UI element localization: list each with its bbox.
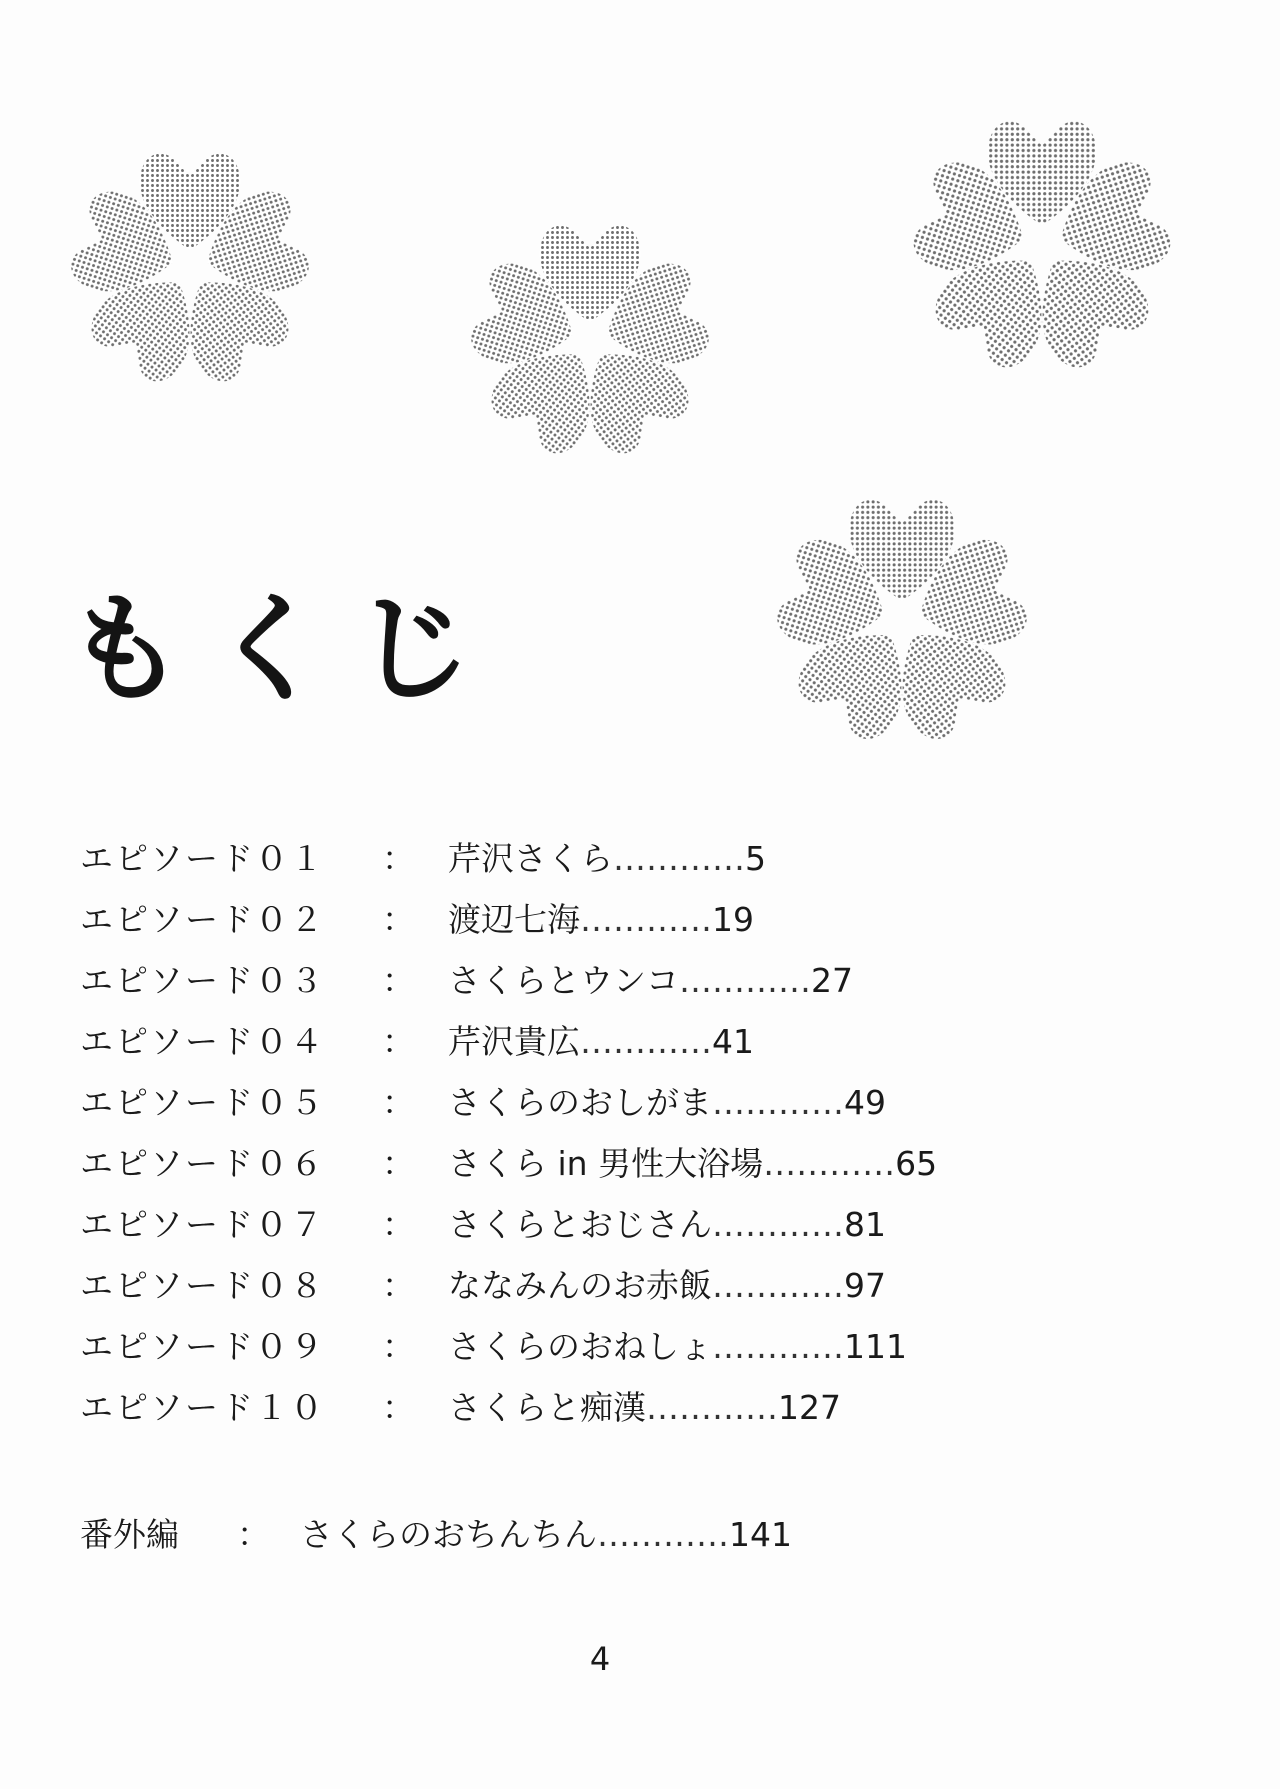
episode-title-group xyxy=(448,889,754,950)
dot-leader: ………… xyxy=(712,1327,844,1366)
dot-leader: ………… xyxy=(646,1388,778,1427)
episode-title-group xyxy=(448,1011,754,1072)
page-ref: 111 xyxy=(844,1327,907,1366)
dot-leader: ………… xyxy=(613,839,745,878)
episode-title: 渡辺七海 xyxy=(448,900,580,939)
episode-label: エピソード０４ xyxy=(80,1022,325,1061)
dot-leader: ………… xyxy=(580,1022,712,1061)
episode-title: ななみんのお赤飯 xyxy=(448,1266,712,1305)
episode-label: エピソード０６ xyxy=(80,1144,325,1183)
episode-label: エピソード０３ xyxy=(80,961,325,1000)
separator: ： xyxy=(382,1144,415,1183)
page-ref: 127 xyxy=(778,1388,841,1427)
separator: ： xyxy=(382,961,415,1000)
toc-entry-08[interactable] xyxy=(80,1255,1230,1316)
episode-title: さくらのおねしょ xyxy=(448,1327,712,1366)
page-ref: 97 xyxy=(844,1266,886,1305)
extra-label: 番外編 xyxy=(80,1515,179,1554)
episode-label: エピソード１０ xyxy=(80,1388,325,1427)
toc-entry-06[interactable] xyxy=(80,1133,1230,1194)
page-ref: 141 xyxy=(729,1515,792,1554)
episode-label: エピソード０２ xyxy=(80,900,325,939)
episode-label: エピソード０７ xyxy=(80,1205,325,1244)
dot-leader: ………… xyxy=(580,900,712,939)
page-ref: 5 xyxy=(745,839,766,878)
episode-title: さくらのおしがま xyxy=(448,1083,712,1122)
page-ref: 65 xyxy=(895,1144,938,1183)
dot-leader: ………… xyxy=(597,1515,729,1554)
episode-label: エピソード０５ xyxy=(80,1083,325,1122)
separator: ： xyxy=(382,839,415,878)
separator: ： xyxy=(382,900,415,939)
page-number: 4 xyxy=(589,1640,611,1678)
dot-leader: ………… xyxy=(763,1144,896,1183)
episode-title: さくら in 男性大浴場 xyxy=(448,1144,764,1183)
page-ref: 27 xyxy=(811,961,853,1000)
separator: ： xyxy=(382,1266,415,1305)
sakura-flower-4-icon xyxy=(771,500,1032,749)
episode-title: さくらと痴漢 xyxy=(448,1388,646,1427)
sakura-flower-2-icon xyxy=(466,226,715,463)
episode-title-group xyxy=(448,1255,886,1316)
page-title: もくじ xyxy=(66,580,499,718)
episode-title-group xyxy=(448,1072,886,1133)
toc-entry-05[interactable] xyxy=(80,1072,1230,1133)
separator: ： xyxy=(237,1515,270,1554)
episode-title: さくらとウンコ xyxy=(448,961,679,1000)
episode-title-group xyxy=(448,828,766,889)
toc-entry-04[interactable] xyxy=(80,1011,1230,1072)
dot-leader: ………… xyxy=(679,961,811,1000)
separator: ： xyxy=(382,1022,415,1061)
episode-title-group xyxy=(448,950,853,1011)
episode-label: エピソード０８ xyxy=(80,1266,325,1305)
toc-entry-extra[interactable] xyxy=(80,1504,1230,1565)
episode-title: 芹沢さくら xyxy=(448,839,613,878)
toc-entry-10[interactable] xyxy=(80,1377,1230,1438)
extra-title: さくらのおちんちん xyxy=(300,1515,597,1554)
episode-title-group xyxy=(448,1316,907,1377)
episode-title: さくらとおじさん xyxy=(448,1205,712,1244)
episode-title-group xyxy=(448,1377,841,1438)
sakura-flower-1-icon xyxy=(66,154,315,391)
dot-leader: ………… xyxy=(712,1205,844,1244)
dot-leader: ………… xyxy=(712,1083,844,1122)
extra-title-group xyxy=(300,1504,792,1565)
episode-title-group xyxy=(448,1194,886,1255)
separator: ： xyxy=(382,1205,415,1244)
page-ref: 81 xyxy=(844,1205,886,1244)
page-ref: 41 xyxy=(712,1022,754,1061)
table-of-contents xyxy=(80,828,1230,1438)
separator: ： xyxy=(382,1083,415,1122)
episode-label: エピソード０９ xyxy=(80,1327,325,1366)
episode-label: エピソード０１ xyxy=(80,839,325,878)
episode-title-group xyxy=(448,1133,937,1194)
page-ref: 49 xyxy=(844,1083,886,1122)
toc-entry-09[interactable] xyxy=(80,1316,1230,1377)
episode-title: 芹沢貴広 xyxy=(448,1022,580,1061)
page-ref: 19 xyxy=(712,900,754,939)
toc-entry-03[interactable] xyxy=(80,950,1230,1011)
separator: ： xyxy=(382,1388,415,1427)
separator: ： xyxy=(382,1327,415,1366)
toc-entry-02[interactable] xyxy=(80,889,1230,950)
toc-entry-07[interactable] xyxy=(80,1194,1230,1255)
dot-leader: ………… xyxy=(712,1266,844,1305)
toc-entry-01[interactable] xyxy=(80,828,1230,889)
sakura-flower-3-icon xyxy=(908,121,1177,377)
